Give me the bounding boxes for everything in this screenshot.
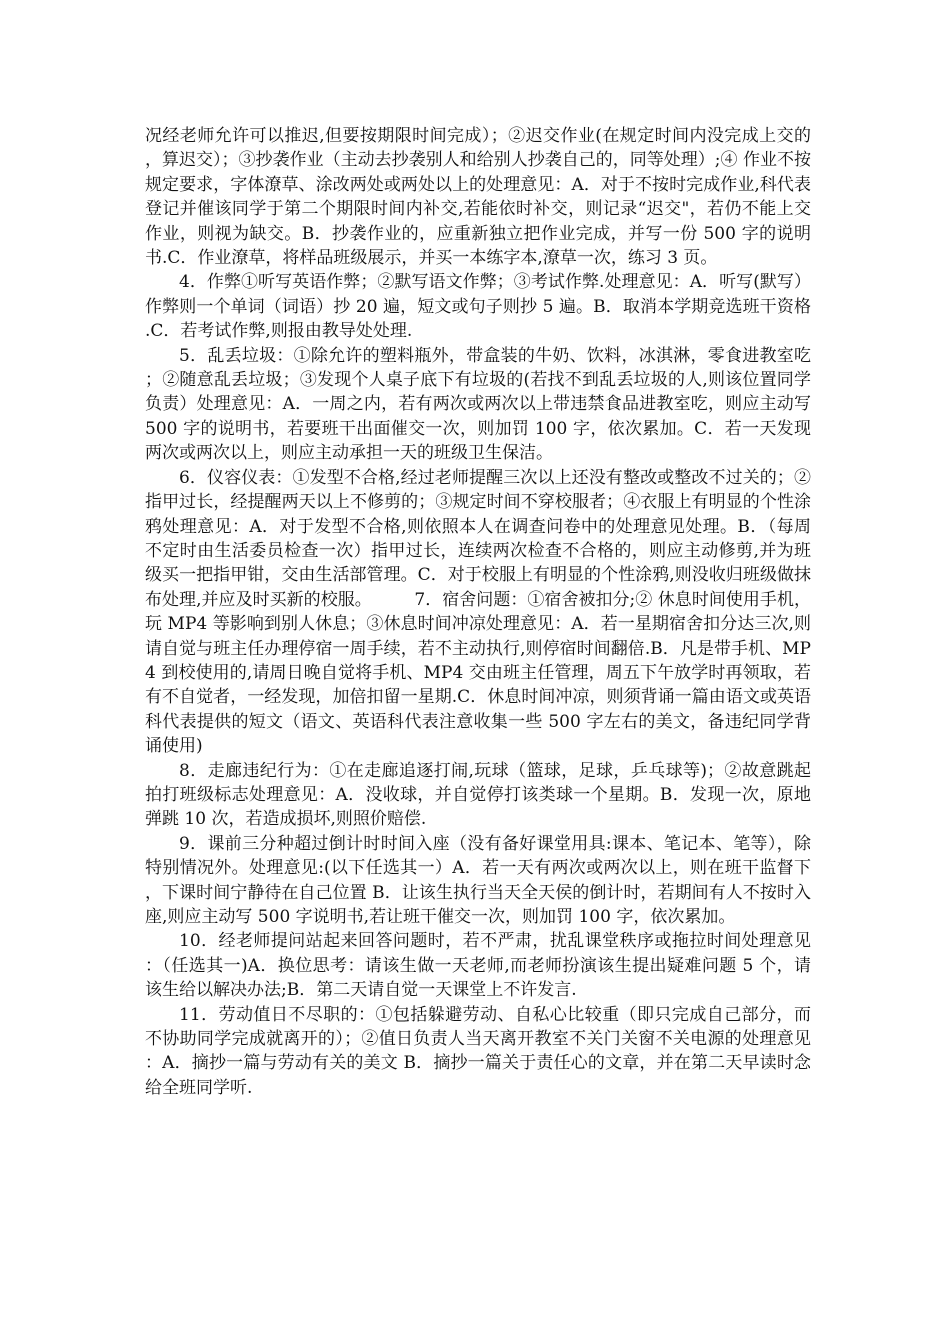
paragraph-cheating: 4．作弊①听写英语作弊；②默写语文作弊；③考试作弊.处理意见：A．听写(默写）作弊则一个单词（词语）抄 20 遍，短文或句子则抄 5 遍。B．取消本学期竞选班干资格.C．若考试作弊,则报由教导处处理. (145, 272, 811, 342)
paragraph-seating-countdown: 9．课前三分种超过倒计时时间入座（没有备好课堂用具:课本、笔记本、笔等），除特别情况外。处理意见:(以下任选其一）A．若一天有两次或两次以上，则在班干监督下，下课时间宁静待在自己位置 B．让该生执行当天全天侯的倒计时，若期间有人不按时入座,则应主动写 500 字说明书,若让班干催交一次，则加罚 100 字，依次累加。 (145, 833, 811, 927)
paragraph-appearance-dormitory: 6．仪容仪表：①发型不合格,经过老师提醒三次以上还没有整改或整改不过关的；②指甲过长，经提醒两天以上不修剪的；③规定时间不穿校服者；④衣服上有明显的个性涂鸦处理意见：A．对于发型不合格,则依照本人在调查问卷中的处理意见处理。B．（每周不定时由生活委员检查一次）指甲过长，连续两次检查不合格的，则应主动修剪,并为班级买一把指甲钳，交由生活部管理。C．对于校服上有明显的个性涂鸦,则没收归班级做抹布处理,并应及时买新的校服。 7．宿舍问题：①宿舍被扣分;② 休息时间使用手机，玩 MP4 等影响到别人休息；③休息时间冲凉处理意见：A．若一星期宿舍扣分达三次,则请自觉与班主任办理停宿一周手续，若不主动执行,则停宿时间翻倍.B．凡是带手机、MP4 到校使用的,请周日晚自觉将手机、MP4 交由班主任管理，周五下午放学时再领取，若有不自觉者，一经发现，加倍扣留一星期.C．休息时间冲凉，则须背诵一篇由语文或英语科代表提供的短文（语文、英语科代表注意收集一些 500 字左右的美文，备违纪同学背诵使用) (145, 467, 811, 757)
paragraph-corridor: 8．走廊违纪行为：①在走廊追逐打闹,玩球（篮球，足球，乒乓球等)；②故意跳起拍打班级标志处理意见：A．没收球，并自觉停打该类球一个星期。B．发现一次，原地弹跳 10 次，若造成损坏,则照价赔偿. (145, 760, 811, 830)
paragraph-answering-questions: 10．经老师提问站起来回答问题时，若不严肃，扰乱课堂秩序或拖拉时间处理意见：（任选其一)A．换位思考：请该生做一天老师,而老师扮演该生提出疑难问题 5 个，请该生给以解决办法;B．第二天请自觉一天课堂上不许发言. (145, 931, 811, 1001)
paragraph-homework-continued: 况经老师允许可以推迟,但要按期限时间完成）；②迟交作业(在规定时间内没完成上交的，算迟交）；③抄袭作业（主动去抄袭别人和给别人抄袭自己的，同等处理）;④ 作业不按规定要求，字体潦草、涂改两处或两处以上的处理意见：A．对于不按时完成作业,科代表登记并催该同学于第二个期限时间内补交,若能依时补交，则记录“迟交"，若仍不能上交作业，则视为缺交。B．抄袭作业的，应重新独立把作业完成，并写一份 500 字的说明书.C．作业潦草，将样品班级展示，并买一本练字本,潦草一次，练习 3 页。 (145, 126, 811, 269)
paragraph-littering: 5．乱丢垃圾：①除允许的塑料瓶外，带盒装的牛奶、饮料，冰淇淋，零食进教室吃；②随意乱丢垃圾；③发现个人桌子底下有垃圾的(若找不到乱丢垃圾的人,则该位置同学负责）处理意见：A．一周之内，若有两次或两次以上带违禁食品进教室吃，则应主动写 500 字的说明书，若要班干出面催交一次，则加罚 100 字，依次累加。C．若一天发现两次或两次以上，则应主动承担一天的班级卫生保洁。 (145, 345, 811, 464)
document-body (145, 124, 811, 1100)
paragraph-cleaning-duty: 11．劳动值日不尽职的：①包括躲避劳动、自私心比较重（即只完成自己部分，而不协助同学完成就离开的）；②值日负责人当天离开教室不关门关窗不关电源的处理意见：A．摘抄一篇与劳动有关的美文 B．摘抄一篇关于责任心的文章，并在第二天早读时念给全班同学听. (145, 1004, 811, 1098)
